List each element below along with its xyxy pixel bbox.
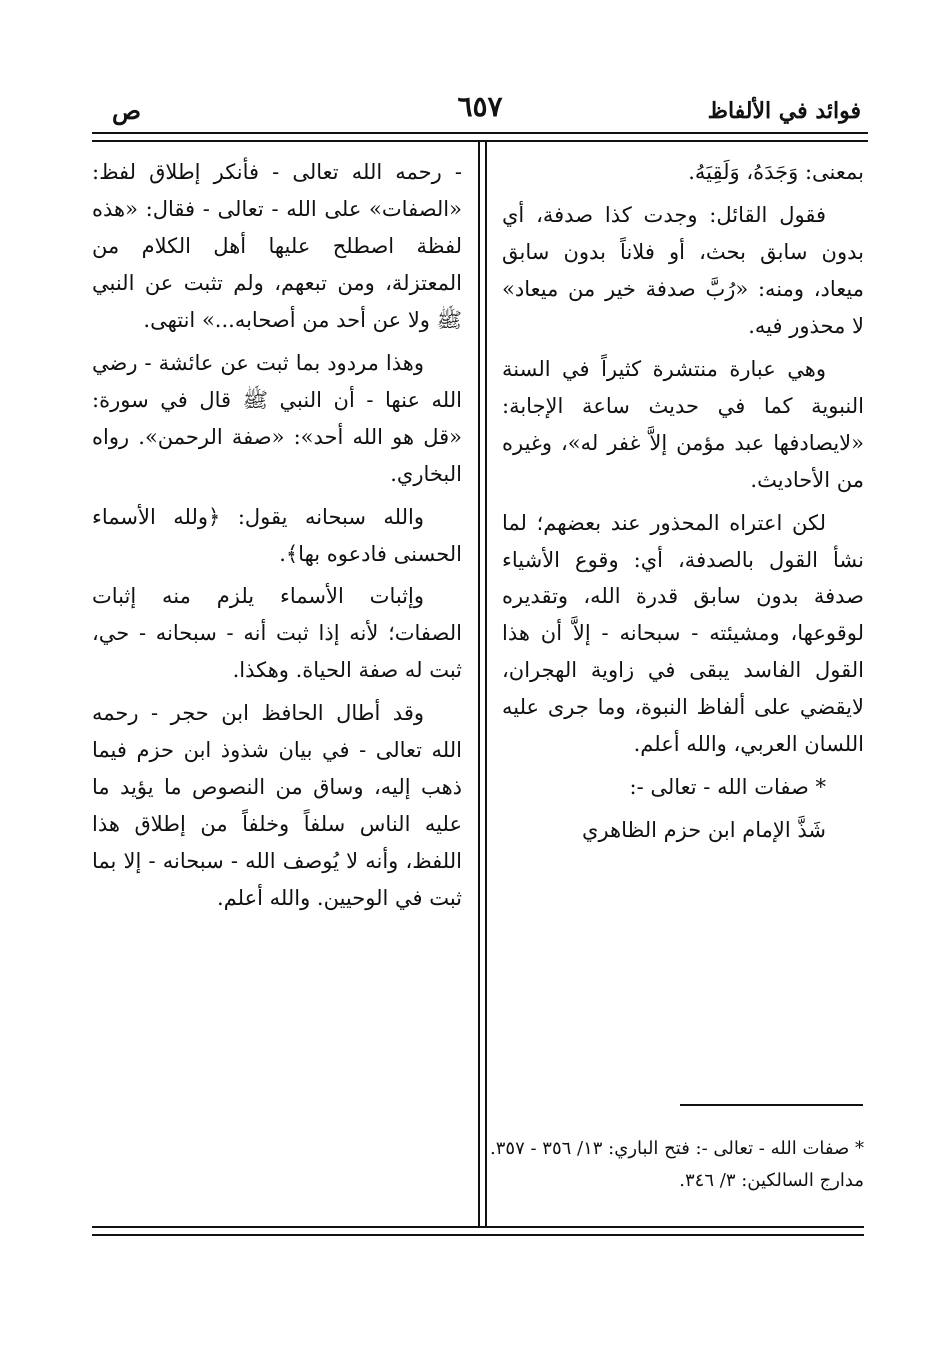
- footer-rule-top: [92, 1226, 864, 1228]
- footnote: * صفات الله - تعالى -: فتح الباري: ١٣/ ٣٥٦ - ٣٥٧. مدارج السالكين: ٣/ ٣٤٦.: [490, 1138, 864, 1191]
- header-rule-bottom: [92, 140, 868, 142]
- footnote-rule: [680, 1104, 863, 1106]
- right-column: [502, 154, 864, 855]
- column-divider-right: [485, 142, 487, 1226]
- left-paragraph-4: وإثبات الأسماء يلزم منه إثبات الصفات؛ لأنه إذا ثبت أنه - سبحانه - حي، ثبت له صفة الحياة. وهكذا.: [92, 584, 462, 683]
- right-paragraph-4: لكن اعتراه المحذور عند بعضهم؛ لما نشأ القول بالصدفة، أي: وقوع الأشياء صدفة بدون سابق قدرة الله، وتقديره لوقوعها، ومشيئته - سبحانه - إلاَّ أن هذا القول الفاسد يبقى في زاوية الهجران، لايقضي على ألفاظ النبوة، وما جرى عليه اللسان العربي، والله أعلم.: [502, 510, 864, 757]
- right-paragraph-2: فقول القائل: وجدت كذا صدفة، أي بدون سابق بحث، أو فلاناً بدون سابق ميعاد، ومنه: «رُبَّ صدفة خير من ميعاد» لا محذور فيه.: [502, 202, 864, 338]
- left-paragraph-1: - رحمه الله تعالى - فأنكر إطلاق لفظ: «الصفات» على الله - تعالى - فقال: «هذه لفظة اصطلح عليها أهل الكلام من المعتزلة، ومن تبعهم، ولم تثبت عن النبي ﷺ ولا عن أحد من أصحابه...» انتهى.: [92, 160, 462, 332]
- left-paragraph-5: وقد أطال الحافظ ابن حجر - رحمه الله تعالى - في بيان شذوذ ابن حزم فيما ذهب إليه، وساق من النصوص ما يؤيد ما عليه الناس سلفاً وخلفاً من إطلاق هذا اللفظ، وأنه لا يُوصف الله - سبحانه - إلا بما ثبت في الوحيين. والله أعلم.: [92, 701, 462, 911]
- right-paragraph-3: وهي عبارة منتشرة كثيراً في السنة النبوية كما في حديث ساعة الإجابة: «لايصادفها عبد مؤمن إلاَّ غفر له»، وغيره من الأحاديث.: [502, 356, 864, 492]
- header-rule-top: [92, 132, 868, 134]
- column-divider-left: [478, 142, 480, 1226]
- header-letters: ص: [112, 96, 142, 125]
- page-number: ٦٥٧: [457, 90, 503, 123]
- left-paragraph-3: والله سبحانه يقول: ﴿ولله الأسماء الحسنى فادعوه بها﴾.: [92, 504, 462, 566]
- running-title: فوائد في الألفاظ: [707, 98, 861, 124]
- section-heading: * صفات الله - تعالى -:: [629, 775, 826, 800]
- right-paragraph-5: شَذَّ الإمام ابن حزم الظاهري: [582, 818, 826, 843]
- left-paragraph-2: وهذا مردود بما ثبت عن عائشة - رضي الله عنها - أن النبي ﷺ قال في سورة: «قل هو الله أحد»: «صفة الرحمن». رواه البخاري.: [92, 350, 462, 486]
- left-column: [92, 154, 462, 923]
- right-paragraph-1: بمعنى: وَجَدَهُ، وَلَقِيَهُ.: [688, 160, 864, 184]
- footer-rule-bottom: [92, 1234, 864, 1236]
